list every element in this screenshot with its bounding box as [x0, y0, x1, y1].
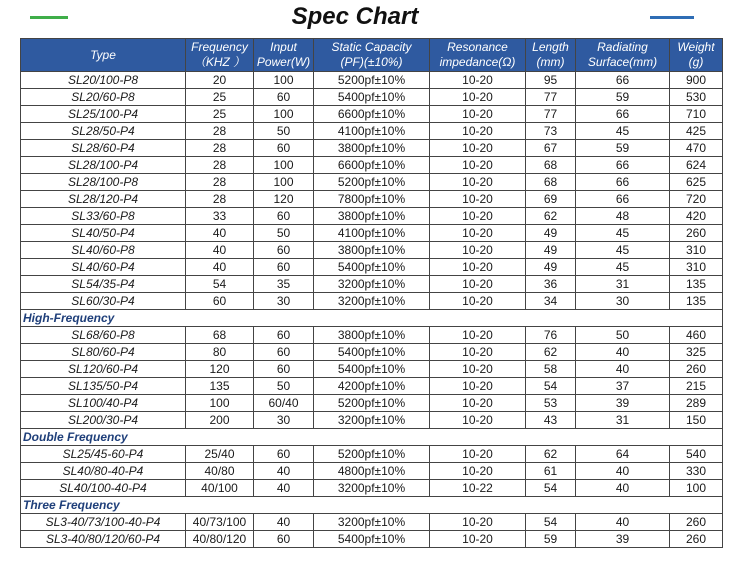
header-line: impedance(Ω): [439, 55, 516, 69]
cell-static-capacity: 3800pf±10%: [314, 208, 430, 225]
cell-static-capacity: 4200pf±10%: [314, 378, 430, 395]
section-label: Double Frequency: [21, 429, 723, 446]
table-row: [21, 72, 723, 89]
cell-frequency: 54: [186, 276, 254, 293]
cell-frequency: 40/100: [186, 480, 254, 497]
section-label: High-Frequency: [21, 310, 723, 327]
cell-impedance: 10-20: [430, 293, 526, 310]
cell-static-capacity: 5400pf±10%: [314, 361, 430, 378]
cell-static-capacity: 4800pf±10%: [314, 463, 430, 480]
cell-frequency: 120: [186, 361, 254, 378]
cell-input-power: 60: [254, 259, 314, 276]
cell-static-capacity: 5200pf±10%: [314, 446, 430, 463]
header-line: (PF)(±10%): [340, 55, 403, 69]
cell-type: SL28/120-P4: [21, 191, 186, 208]
cell-input-power: 60: [254, 344, 314, 361]
cell-input-power: 40: [254, 480, 314, 497]
cell-radiating-surface: 40: [576, 361, 670, 378]
cell-radiating-surface: 64: [576, 446, 670, 463]
cell-length: 61: [526, 463, 576, 480]
cell-frequency: 60: [186, 293, 254, 310]
cell-frequency: 100: [186, 395, 254, 412]
cell-static-capacity: 3800pf±10%: [314, 242, 430, 259]
cell-length: 53: [526, 395, 576, 412]
cell-static-capacity: 4100pf±10%: [314, 225, 430, 242]
cell-length: 69: [526, 191, 576, 208]
section-label: Three Frequency: [21, 497, 723, 514]
cell-radiating-surface: 39: [576, 531, 670, 548]
cell-radiating-surface: 40: [576, 514, 670, 531]
header-radiating-surface: [576, 39, 670, 72]
cell-frequency: 200: [186, 412, 254, 429]
table-row: [21, 191, 723, 208]
cell-radiating-surface: 50: [576, 327, 670, 344]
cell-weight: 310: [670, 242, 723, 259]
cell-static-capacity: 6600pf±10%: [314, 157, 430, 174]
table-row: [21, 208, 723, 225]
header-line: (g): [688, 55, 704, 69]
cell-static-capacity: 3200pf±10%: [314, 480, 430, 497]
cell-type: SL135/50-P4: [21, 378, 186, 395]
section-row: [21, 429, 723, 446]
cell-frequency: 20: [186, 72, 254, 89]
cell-length: 54: [526, 480, 576, 497]
cell-static-capacity: 5400pf±10%: [314, 531, 430, 548]
cell-impedance: 10-20: [430, 208, 526, 225]
cell-radiating-surface: 37: [576, 378, 670, 395]
cell-type: SL60/30-P4: [21, 293, 186, 310]
cell-frequency: 28: [186, 157, 254, 174]
cell-type: SL3-40/73/100-40-P4: [21, 514, 186, 531]
cell-impedance: 10-20: [430, 106, 526, 123]
cell-static-capacity: 5400pf±10%: [314, 89, 430, 106]
cell-impedance: 10-20: [430, 361, 526, 378]
cell-weight: 460: [670, 327, 723, 344]
cell-input-power: 60: [254, 208, 314, 225]
cell-length: 54: [526, 514, 576, 531]
cell-static-capacity: 5400pf±10%: [314, 259, 430, 276]
cell-frequency: 68: [186, 327, 254, 344]
cell-static-capacity: 5200pf±10%: [314, 174, 430, 191]
table-row: [21, 344, 723, 361]
table-row: [21, 361, 723, 378]
cell-weight: 260: [670, 531, 723, 548]
cell-frequency: 80: [186, 344, 254, 361]
cell-frequency: 40/80: [186, 463, 254, 480]
cell-static-capacity: 5400pf±10%: [314, 344, 430, 361]
header-length: [526, 39, 576, 72]
cell-input-power: 100: [254, 72, 314, 89]
cell-impedance: 10-20: [430, 395, 526, 412]
cell-length: 59: [526, 531, 576, 548]
cell-length: 67: [526, 140, 576, 157]
header-row: [21, 39, 723, 72]
cell-weight: 215: [670, 378, 723, 395]
cell-static-capacity: 3800pf±10%: [314, 140, 430, 157]
cell-frequency: 25: [186, 89, 254, 106]
header-line: (mm): [536, 55, 565, 69]
table-row: [21, 412, 723, 429]
cell-impedance: 10-20: [430, 89, 526, 106]
cell-static-capacity: 3200pf±10%: [314, 276, 430, 293]
cell-frequency: 40/73/100: [186, 514, 254, 531]
cell-static-capacity: 7800pf±10%: [314, 191, 430, 208]
cell-input-power: 50: [254, 378, 314, 395]
cell-impedance: 10-20: [430, 174, 526, 191]
header-type: [21, 39, 186, 72]
table-row: [21, 106, 723, 123]
cell-radiating-surface: 40: [576, 480, 670, 497]
cell-input-power: 40: [254, 463, 314, 480]
cell-radiating-surface: 66: [576, 72, 670, 89]
cell-frequency: 25: [186, 106, 254, 123]
cell-impedance: 10-20: [430, 140, 526, 157]
cell-frequency: 40: [186, 259, 254, 276]
cell-weight: 900: [670, 72, 723, 89]
cell-static-capacity: 5200pf±10%: [314, 72, 430, 89]
header-input-power: [254, 39, 314, 72]
cell-impedance: 10-20: [430, 327, 526, 344]
cell-input-power: 60: [254, 446, 314, 463]
spec-table: [20, 38, 723, 548]
header-line: Resonance: [447, 40, 508, 54]
table-row: [21, 225, 723, 242]
cell-length: 49: [526, 259, 576, 276]
cell-input-power: 60: [254, 242, 314, 259]
cell-type: SL200/30-P4: [21, 412, 186, 429]
cell-type: SL40/100-40-P4: [21, 480, 186, 497]
cell-impedance: 10-20: [430, 157, 526, 174]
cell-radiating-surface: 45: [576, 225, 670, 242]
cell-type: SL20/100-P8: [21, 72, 186, 89]
cell-frequency: 40: [186, 242, 254, 259]
cell-radiating-surface: 66: [576, 157, 670, 174]
cell-radiating-surface: 66: [576, 174, 670, 191]
cell-frequency: 40/80/120: [186, 531, 254, 548]
cell-input-power: 30: [254, 412, 314, 429]
cell-input-power: 60: [254, 531, 314, 548]
cell-length: 62: [526, 208, 576, 225]
cell-length: 34: [526, 293, 576, 310]
cell-frequency: 28: [186, 140, 254, 157]
header-line: Length: [532, 40, 569, 54]
cell-radiating-surface: 66: [576, 106, 670, 123]
cell-weight: 310: [670, 259, 723, 276]
cell-length: 95: [526, 72, 576, 89]
cell-weight: 710: [670, 106, 723, 123]
cell-impedance: 10-20: [430, 242, 526, 259]
header-line: Radiating: [597, 40, 648, 54]
cell-length: 36: [526, 276, 576, 293]
cell-radiating-surface: 45: [576, 242, 670, 259]
cell-type: SL40/50-P4: [21, 225, 186, 242]
cell-weight: 150: [670, 412, 723, 429]
cell-length: 68: [526, 157, 576, 174]
cell-weight: 540: [670, 446, 723, 463]
cell-type: SL40/80-40-P4: [21, 463, 186, 480]
cell-weight: 135: [670, 293, 723, 310]
cell-weight: 135: [670, 276, 723, 293]
cell-input-power: 60: [254, 361, 314, 378]
cell-length: 73: [526, 123, 576, 140]
cell-radiating-surface: 31: [576, 412, 670, 429]
cell-static-capacity: 4100pf±10%: [314, 123, 430, 140]
table-row: [21, 378, 723, 395]
table-row: [21, 140, 723, 157]
cell-length: 43: [526, 412, 576, 429]
section-row: [21, 310, 723, 327]
header-weight: [670, 39, 723, 72]
cell-type: SL25/100-P4: [21, 106, 186, 123]
cell-input-power: 120: [254, 191, 314, 208]
header-line: （KHZ ）: [193, 55, 246, 69]
cell-type: SL28/50-P4: [21, 123, 186, 140]
cell-radiating-surface: 45: [576, 123, 670, 140]
cell-frequency: 40: [186, 225, 254, 242]
header-line: Weight: [677, 40, 715, 54]
cell-weight: 470: [670, 140, 723, 157]
header-frequency: [186, 39, 254, 72]
cell-impedance: 10-22: [430, 480, 526, 497]
cell-type: SL25/45-60-P4: [21, 446, 186, 463]
cell-type: SL100/40-P4: [21, 395, 186, 412]
table-row: [21, 327, 723, 344]
cell-weight: 625: [670, 174, 723, 191]
table-row: [21, 446, 723, 463]
cell-weight: 289: [670, 395, 723, 412]
cell-impedance: 10-20: [430, 531, 526, 548]
cell-type: SL28/100-P8: [21, 174, 186, 191]
section-row: [21, 497, 723, 514]
cell-impedance: 10-20: [430, 72, 526, 89]
cell-impedance: 10-20: [430, 344, 526, 361]
table-body: [21, 72, 723, 548]
cell-radiating-surface: 31: [576, 276, 670, 293]
cell-input-power: 30: [254, 293, 314, 310]
cell-radiating-surface: 48: [576, 208, 670, 225]
cell-type: SL28/100-P4: [21, 157, 186, 174]
cell-impedance: 10-20: [430, 276, 526, 293]
cell-weight: 530: [670, 89, 723, 106]
cell-weight: 420: [670, 208, 723, 225]
table-row: [21, 514, 723, 531]
cell-frequency: 28: [186, 123, 254, 140]
cell-static-capacity: 3200pf±10%: [314, 293, 430, 310]
cell-length: 62: [526, 344, 576, 361]
header-resonance-impedance: [430, 39, 526, 72]
cell-impedance: 10-20: [430, 259, 526, 276]
cell-weight: 720: [670, 191, 723, 208]
table-row: [21, 293, 723, 310]
cell-input-power: 100: [254, 157, 314, 174]
cell-weight: 260: [670, 361, 723, 378]
cell-type: SL20/60-P8: [21, 89, 186, 106]
cell-input-power: 100: [254, 106, 314, 123]
cell-length: 58: [526, 361, 576, 378]
cell-type: SL120/60-P4: [21, 361, 186, 378]
cell-type: SL80/60-P4: [21, 344, 186, 361]
cell-frequency: 33: [186, 208, 254, 225]
cell-length: 76: [526, 327, 576, 344]
cell-weight: 260: [670, 225, 723, 242]
cell-static-capacity: 3200pf±10%: [314, 514, 430, 531]
header-line: Static Capacity: [331, 40, 412, 54]
table-row: [21, 242, 723, 259]
cell-frequency: 135: [186, 378, 254, 395]
cell-static-capacity: 3200pf±10%: [314, 412, 430, 429]
cell-weight: 425: [670, 123, 723, 140]
table-row: [21, 123, 723, 140]
cell-radiating-surface: 66: [576, 191, 670, 208]
cell-type: SL54/35-P4: [21, 276, 186, 293]
table-row: [21, 395, 723, 412]
cell-impedance: 10-20: [430, 225, 526, 242]
page-title: Spec Chart: [291, 3, 419, 30]
cell-weight: 260: [670, 514, 723, 531]
table-row: [21, 89, 723, 106]
cell-length: 77: [526, 89, 576, 106]
cell-static-capacity: 6600pf±10%: [314, 106, 430, 123]
cell-input-power: 50: [254, 225, 314, 242]
cell-radiating-surface: 45: [576, 259, 670, 276]
cell-input-power: 40: [254, 514, 314, 531]
cell-radiating-surface: 40: [576, 344, 670, 361]
table-row: [21, 480, 723, 497]
cell-weight: 624: [670, 157, 723, 174]
cell-input-power: 50: [254, 123, 314, 140]
cell-radiating-surface: 30: [576, 293, 670, 310]
cell-length: 54: [526, 378, 576, 395]
cell-impedance: 10-20: [430, 463, 526, 480]
cell-impedance: 10-20: [430, 123, 526, 140]
header-line: Frequency: [191, 40, 248, 54]
cell-input-power: 60/40: [254, 395, 314, 412]
cell-length: 62: [526, 446, 576, 463]
cell-type: SL40/60-P8: [21, 242, 186, 259]
header-line: Input: [270, 40, 297, 54]
cell-radiating-surface: 39: [576, 395, 670, 412]
cell-input-power: 60: [254, 327, 314, 344]
table-row: [21, 463, 723, 480]
cell-impedance: 10-20: [430, 191, 526, 208]
header-line: Type: [90, 47, 116, 62]
table-row: [21, 174, 723, 191]
cell-length: 68: [526, 174, 576, 191]
cell-impedance: 10-20: [430, 412, 526, 429]
cell-static-capacity: 3800pf±10%: [314, 327, 430, 344]
cell-weight: 330: [670, 463, 723, 480]
cell-static-capacity: 5200pf±10%: [314, 395, 430, 412]
cell-length: 49: [526, 225, 576, 242]
header-line: Power(W): [256, 55, 311, 69]
cell-type: SL68/60-P8: [21, 327, 186, 344]
cell-impedance: 10-20: [430, 514, 526, 531]
cell-input-power: 35: [254, 276, 314, 293]
cell-radiating-surface: 40: [576, 463, 670, 480]
table-row: [21, 531, 723, 548]
cell-input-power: 60: [254, 89, 314, 106]
cell-radiating-surface: 59: [576, 89, 670, 106]
cell-frequency: 28: [186, 174, 254, 191]
header-line: Surface(mm): [587, 55, 658, 69]
cell-length: 77: [526, 106, 576, 123]
cell-input-power: 60: [254, 140, 314, 157]
cell-weight: 100: [670, 480, 723, 497]
cell-input-power: 100: [254, 174, 314, 191]
table-row: [21, 259, 723, 276]
cell-radiating-surface: 59: [576, 140, 670, 157]
cell-type: SL40/60-P4: [21, 259, 186, 276]
table-row: [21, 157, 723, 174]
cell-frequency: 25/40: [186, 446, 254, 463]
cell-impedance: 10-20: [430, 378, 526, 395]
cell-impedance: 10-20: [430, 446, 526, 463]
cell-frequency: 28: [186, 191, 254, 208]
cell-length: 49: [526, 242, 576, 259]
cell-type: SL33/60-P8: [21, 208, 186, 225]
header-static-capacity: [314, 39, 430, 72]
table-row: [21, 276, 723, 293]
cell-weight: 325: [670, 344, 723, 361]
cell-type: SL3-40/80/120/60-P4: [21, 531, 186, 548]
cell-type: SL28/60-P4: [21, 140, 186, 157]
